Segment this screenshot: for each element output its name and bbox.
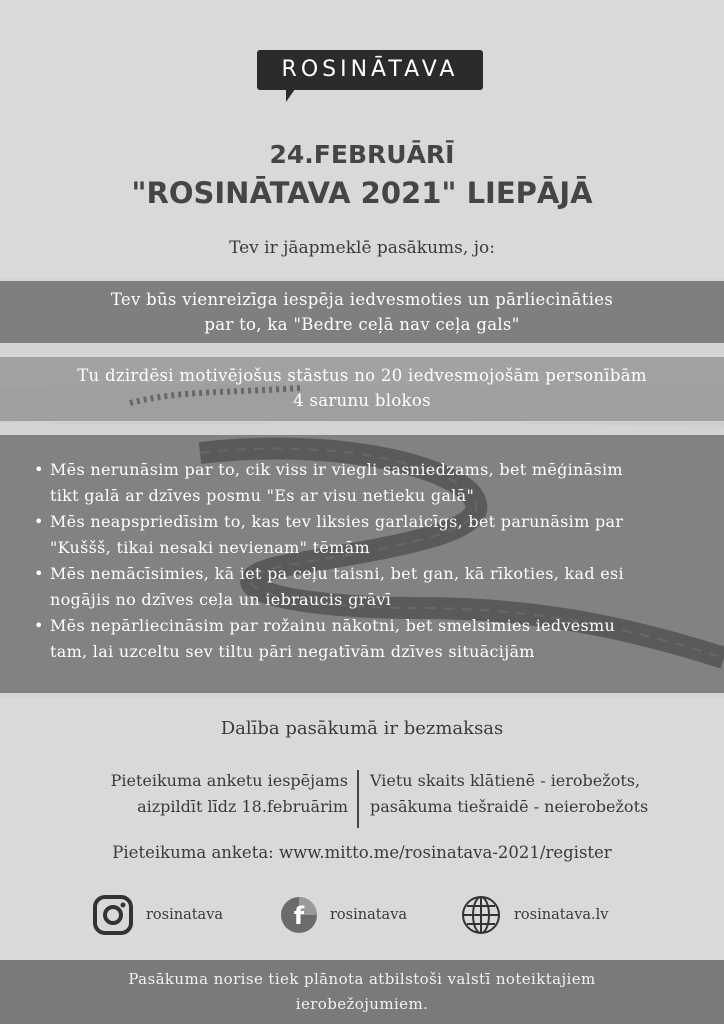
seat-availability-line-1: Vietu skaits klātienē - ierobežots, [370, 771, 641, 790]
registration-link[interactable]: Pieteikuma anketa: www.mitto.me/rosinatava-2021/register [112, 843, 612, 862]
bullet-1-line-2: tikt galā ar dzīves posmu "Es ar visu netieku galā" [50, 486, 475, 505]
reason-band-2 [0, 357, 724, 421]
logo-text: ROSINĀTAVA [281, 57, 459, 82]
instagram-link[interactable] [92, 894, 223, 936]
list-item [34, 561, 706, 613]
facebook-handle: rosinatava [330, 907, 408, 923]
reason-2-line-1: Tu dzirdēsi motivējošus stāstus no 20 iedvesmojošām personībām [77, 366, 647, 385]
globe-icon [460, 894, 502, 936]
reason-1-line-2: par to, ka "Bedre ceļā nav ceļa gals" [204, 315, 520, 334]
website-link[interactable] [460, 894, 608, 936]
bullet-1-line-1: • Mēs nerunāsim par to, cik viss ir viegli sasniedzams, bet mēģināsim [50, 460, 623, 479]
instagram-icon [92, 894, 134, 936]
website-url: rosinatava.lv [514, 907, 609, 923]
registration-deadline-line-1: Pieteikuma anketu iespējams [110, 771, 348, 790]
footer-line-2: ierobežojumiem. [295, 995, 429, 1013]
list-item [34, 613, 706, 665]
list-item [34, 457, 706, 509]
footer-notice [0, 960, 724, 1024]
bullet-4-line-1: • Mēs nepārliecināsim par rožainu nākotni, bet smelsimies iedvesmu [50, 616, 616, 635]
event-date: 24.FEBRUĀRĪ [269, 140, 455, 169]
promise-list [0, 435, 724, 665]
registration-deadline [40, 768, 348, 820]
bullet-4-line-2: tam, lai uzceltu sev tiltu pāri negatīvām dzīves situācijām [50, 642, 535, 661]
reason-band-1 [0, 281, 724, 343]
footer-line-1: Pasākuma norise tiek plānota atbilstoši valstī noteiktajiem [128, 970, 596, 988]
intro-text: Tev ir jāapmeklē pasākums, jo: [229, 238, 495, 258]
bullet-2-line-2: "Kuššš, tikai nesaki nevienam" tēmām [50, 538, 370, 557]
free-participation-text: Dalība pasākumā ir bezmaksas [220, 718, 504, 739]
promise-bullets-panel [0, 435, 724, 693]
rosinatava-logo [257, 50, 483, 90]
bullet-3-line-2: nogājis no dzīves ceļa un iebraucis grāvī [50, 590, 392, 609]
seat-availability [370, 768, 700, 820]
list-item [34, 509, 706, 561]
instagram-handle: rosinatava [146, 907, 224, 923]
vertical-divider [357, 770, 359, 828]
svg-text:f: f [293, 902, 305, 930]
facebook-link[interactable] [280, 894, 407, 936]
reason-1-line-1: Tev būs vienreizīga iespēja iedvesmoties un pārliecināties [110, 290, 614, 309]
bullet-3-line-1: • Mēs nemācīsimies, kā iet pa ceļu taisni, bet gan, kā rīkoties, kad esi [50, 564, 624, 583]
facebook-icon [280, 896, 318, 934]
reason-2-line-2: 4 sarunu blokos [293, 391, 431, 410]
logo-speech-tail [286, 89, 295, 102]
seat-availability-line-2: pasākuma tiešraidē - neierobežots [370, 797, 649, 816]
registration-deadline-line-2: aizpildīt līdz 18.februārim [137, 797, 348, 816]
event-title: "ROSINĀTAVA 2021" LIEPĀJĀ [131, 176, 593, 210]
bullet-2-line-1: • Mēs neapspriedīsim to, kas tev liksies garlaicīgs, bet parunāsim par [50, 512, 624, 531]
